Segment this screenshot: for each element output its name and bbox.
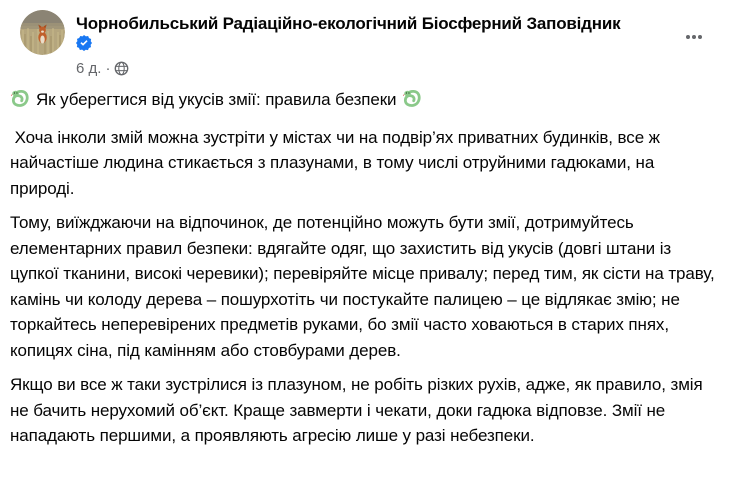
post-header bbox=[0, 0, 732, 78]
header-text bbox=[76, 10, 620, 78]
post-meta bbox=[76, 59, 620, 78]
post-paragraph: Якщо ви все ж таки зустрілися із плазуном, не робіть різких рухів, адже, як правило, змія не бачить нерухомий об’єкт. Краще завмерти і чекати, доки гадюка відповзе. Змії не нападають першими, а проявляють агресію лише у разі небезпеки. bbox=[10, 375, 708, 445]
post-content bbox=[0, 78, 732, 449]
post-paragraph: Тому, виїжджаючи на відпочинок, де потенційно можуть бути змії, дотримуйтесь елементарних правил безпеки: вдягайте одяг, що захистить від укусів (довгі штани із цупкої тканини, високі черевики); перевіряйте місце привалу; перед тим, як сісти на траву, камінь чи колоду дерева – пошурхотіть чи постукайте палицею – це відлякає змію; не торкайтесь неперевірених предметів руками, бо змії часто ховаються в старих пнях, копицях сіна, під камінням або стовбурами дерев. bbox=[10, 213, 720, 360]
meta-separator: · bbox=[105, 60, 111, 77]
ellipsis-icon bbox=[684, 27, 704, 47]
snake-icon bbox=[402, 88, 422, 116]
verified-badge-icon bbox=[76, 35, 92, 56]
page-name-link[interactable]: Чорнобильський Радіаційно-екологічний Біосферний Заповідник bbox=[76, 14, 621, 33]
globe-icon bbox=[114, 61, 129, 76]
post-heading: Як уберегтися від укусів змії: правила безпеки bbox=[36, 90, 397, 109]
post-options-button[interactable] bbox=[678, 24, 710, 50]
badge-row bbox=[76, 37, 620, 54]
post-paragraph: Хоча інколи змій можна зустріти у містах чи на подвір’ях приватних будинків, все ж найчастіше людина стикається з плазунами, в тому числі отруйними гадюками, на природі. bbox=[10, 127, 665, 198]
post-timestamp[interactable]: 6 д. bbox=[76, 60, 102, 77]
snake-icon bbox=[10, 88, 30, 116]
avatar-image bbox=[20, 10, 65, 55]
avatar[interactable] bbox=[20, 10, 65, 55]
post-heading-line bbox=[10, 87, 718, 116]
